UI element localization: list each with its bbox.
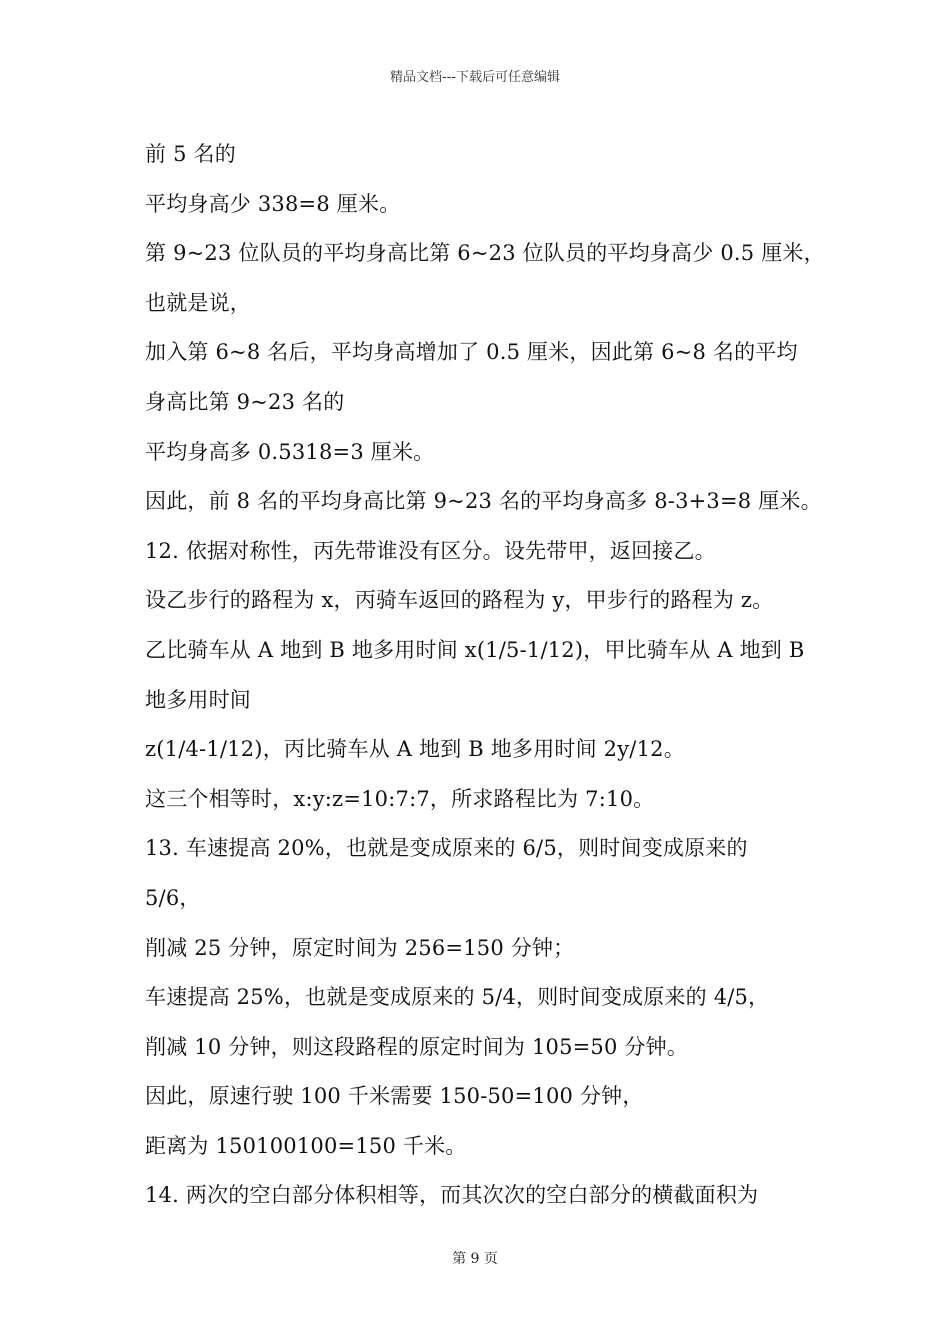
text-line: 13. 车速提高 20%，也就是变成原来的 6/5，则时间变成原来的 [145,836,748,861]
text-line: 5/6， [145,885,201,910]
document-body [145,130,835,1221]
text-line: 因此，原速行驶 100 千米需要 150-50=100 分钟， [145,1084,644,1109]
text-line: 身高比第 9~23 名的 [145,389,345,414]
text-line: 削减 10 分钟，则这段路程的原定时间为 105=50 分钟。 [145,1034,689,1059]
text-line: 前 5 名的 [145,142,236,166]
text-line: 14. 两次的空白部分体积相等，而其次次的空白部分的横截面积为 [145,1183,759,1208]
page-header: 精品文档---下载后可任意编辑 [389,70,561,85]
text-line: 削减 25 分钟，原定时间为 256=150 分钟； [145,935,575,960]
text-line: 平均身高少 338=8 厘米。 [145,191,401,216]
text-line: z(1/4-1/12)，丙比骑车从 A 地到 B 地多用时间 2y/12。 [145,737,685,762]
text-line: 也就是说， [145,290,251,315]
text-line: 因此，前 8 名的平均身高比第 9~23 名的平均身高多 8-3+3=8 厘米。 [145,489,822,514]
text-line: 地多用时间 [145,687,251,712]
text-line: 加入第 6~8 名后，平均身高增加了 0.5 厘米，因此第 6~8 名的平均 [145,340,798,365]
text-line: 距离为 150100100=150 千米。 [145,1133,467,1158]
text-line: 第 9~23 位队员的平均身高比第 6~23 位队员的平均身高少 0.5 厘米， [145,241,825,266]
text-line: 平均身高多 0.5318=3 厘米。 [145,439,435,464]
text-line: 设乙步行的路程为 x，丙骑车返回的路程为 y，甲步行的路程为 z。 [145,588,774,613]
text-line: 车速提高 25%，也就是变成原来的 5/4，则时间变成原来的 4/5， [145,985,770,1010]
text-line: 乙比骑车从 A 地到 B 地多用时间 x(1/5-1/12)，甲比骑车从 A 地到 B [145,637,805,662]
text-line: 12. 依据对称性，丙先带谁没有区分。设先带甲，返回接乙。 [145,538,716,563]
text-line: 这三个相等时，x:y:z=10:7:7，所求路程比为 7:10。 [145,786,655,811]
page-number: 第 9 页 [452,1251,498,1267]
